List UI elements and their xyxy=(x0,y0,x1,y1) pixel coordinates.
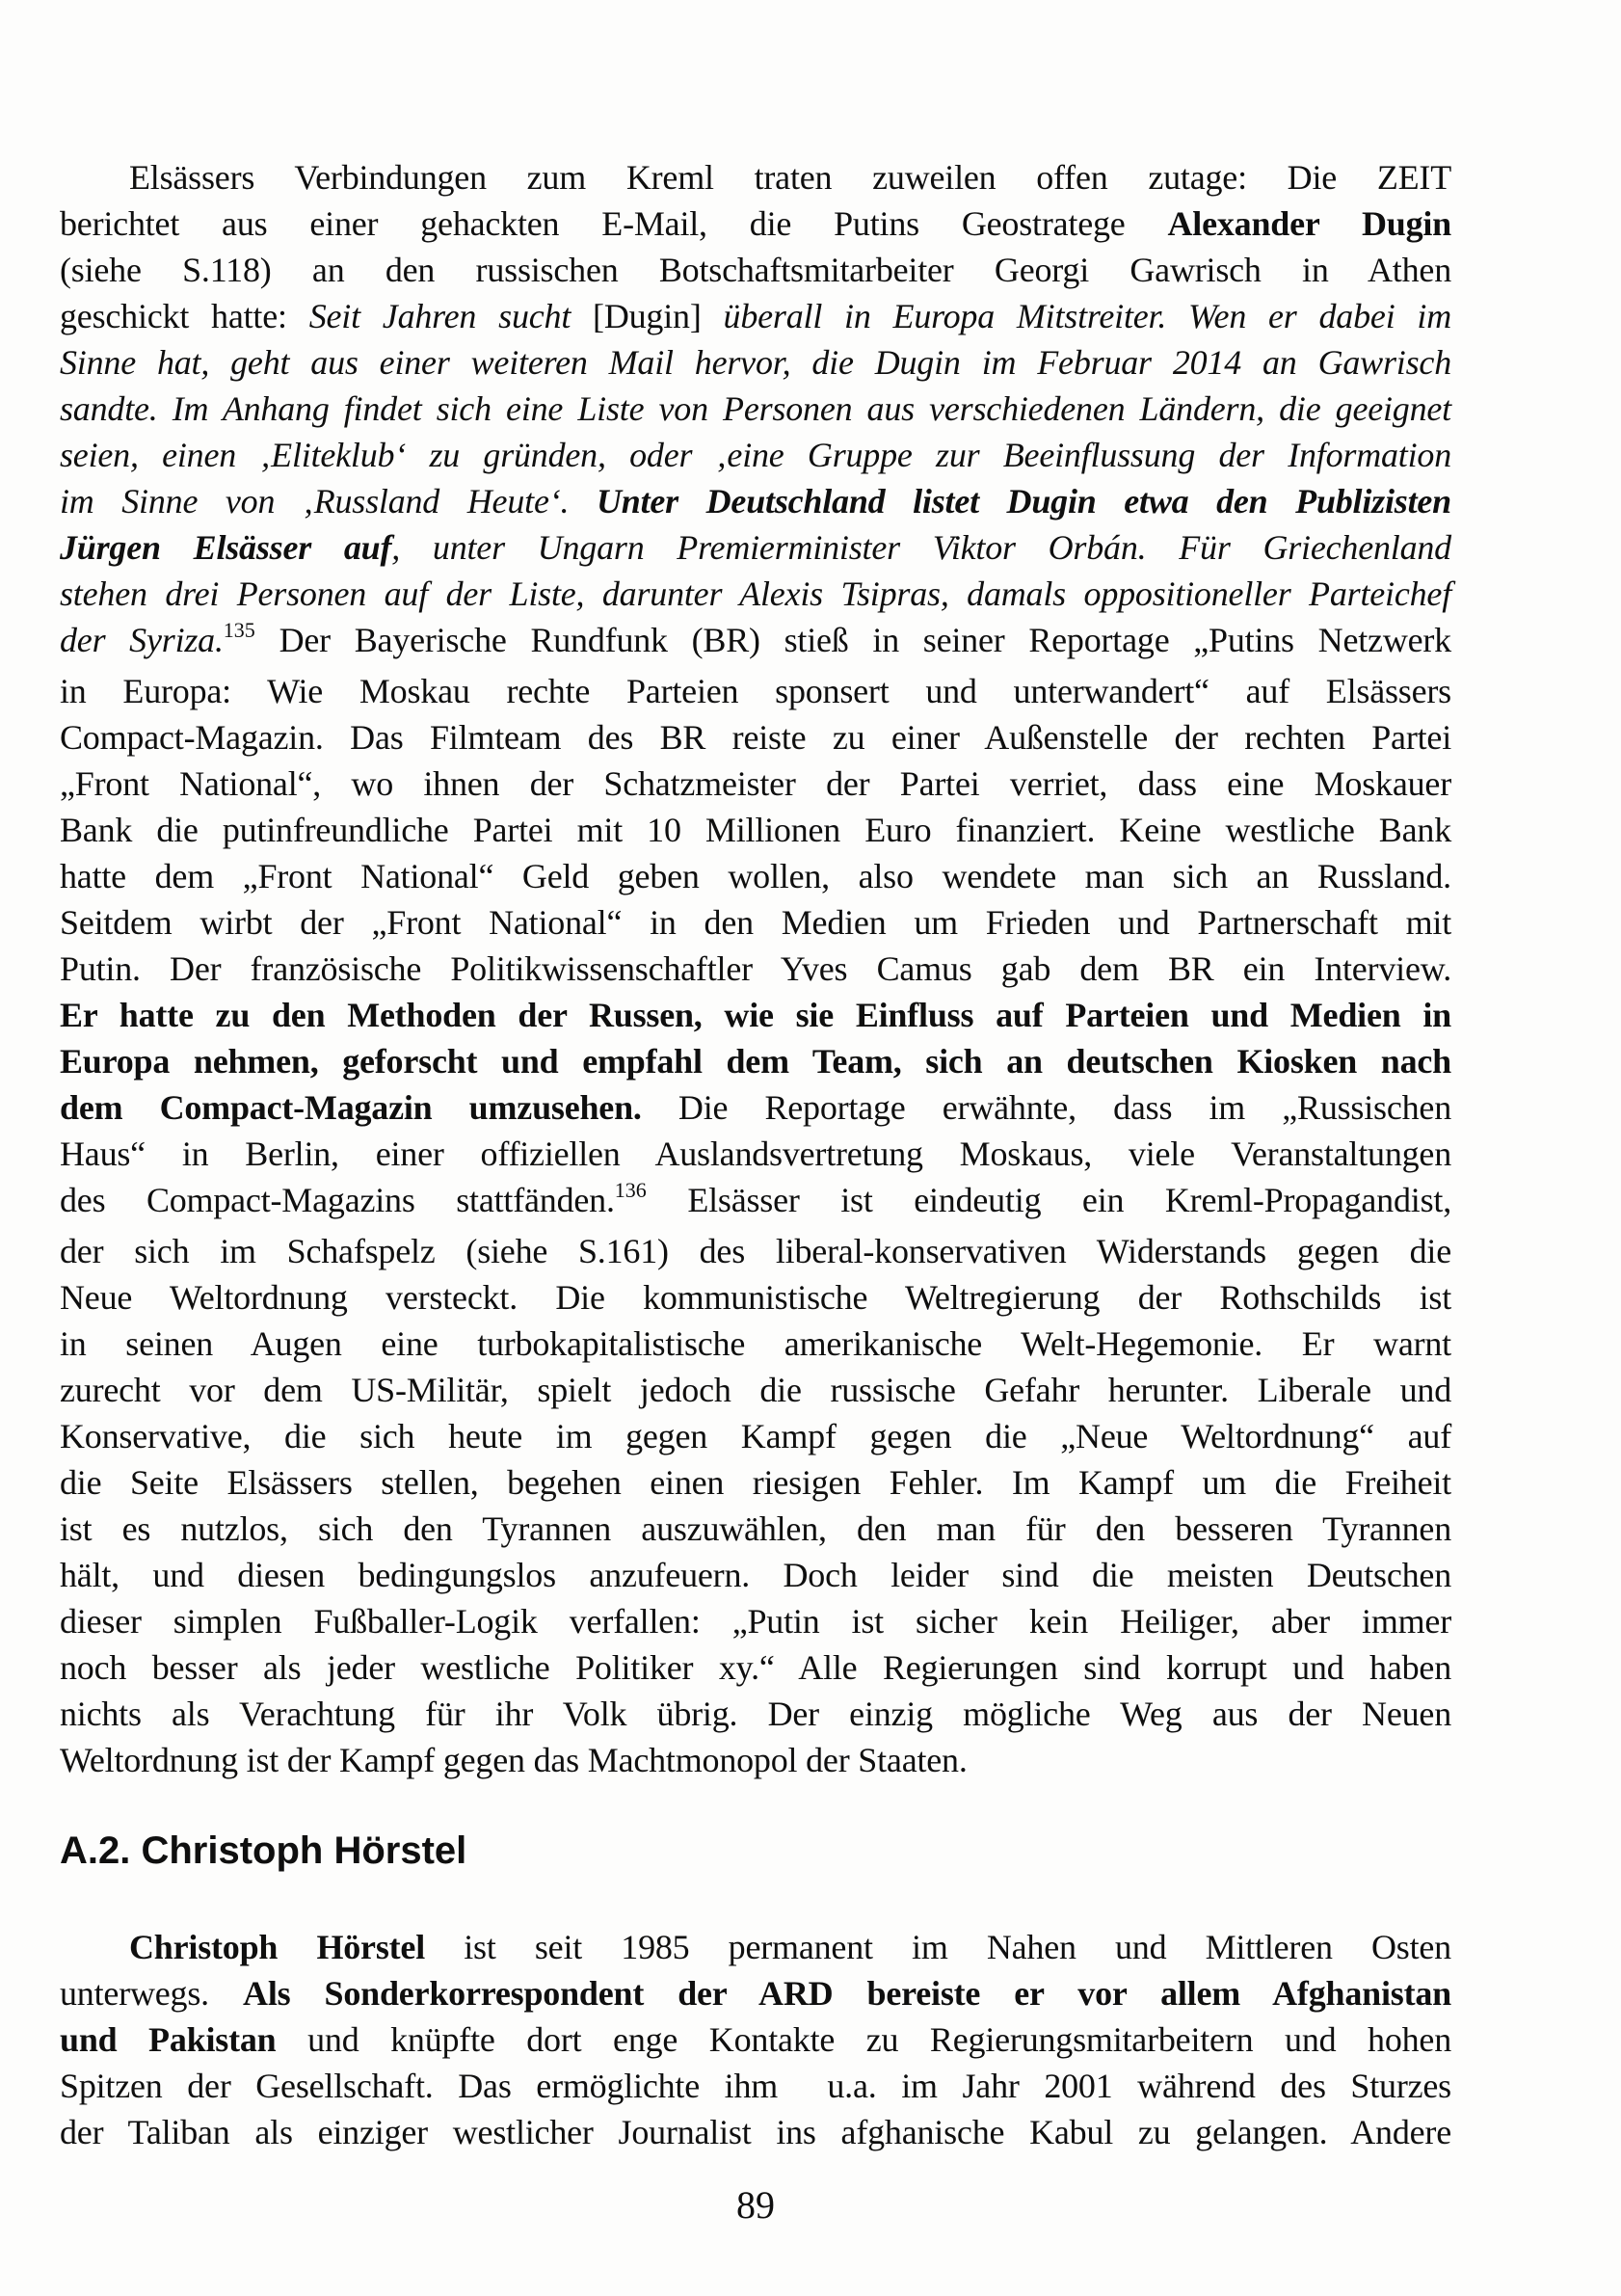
text-segment: ist seit 1985 permanent im Nahen und Mittleren Osten xyxy=(425,1928,1451,1966)
text-segment: überall in Europa Mitstreiter. Wen er dabei im xyxy=(723,297,1451,335)
text-line xyxy=(60,1228,1451,1274)
text-line xyxy=(60,2016,1451,2063)
text-segment: Konservative, die sich heute im gegen Kampf gegen die „Neue Weltordnung“ auf xyxy=(60,1417,1451,1455)
section-heading: A.2. Christoph Hörstel xyxy=(60,1829,467,1872)
text-segment: und Pakistan xyxy=(60,2020,277,2059)
text-line xyxy=(60,1691,1451,1737)
paragraph-1 xyxy=(60,154,1451,1783)
text-segment: Putin. Der französische Politikwissenschaftler Yves Camus gab dem BR ein Interview. xyxy=(60,949,1451,988)
text-segment: sandte. Im Anhang findet sich eine Liste von Personen aus verschiedenen Ländern, die geeignet xyxy=(60,389,1451,428)
text-line xyxy=(60,1084,1451,1131)
text-line xyxy=(60,1367,1451,1413)
text-segment: Seitdem wirbt der „Front National“ in den Medien um Frieden und Partnerschaft mit xyxy=(60,903,1451,942)
text-line xyxy=(60,1038,1451,1084)
text-line xyxy=(60,1598,1451,1644)
text-segment: der Taliban als einziger westlicher Journalist ins afghanische Kabul zu gelangen. Andere xyxy=(60,2113,1451,2151)
text-line xyxy=(60,154,1451,200)
text-segment: Der Bayerische Rundfunk (BR) stieß in seiner Reportage „Putins Netzwerk xyxy=(254,621,1451,659)
text-segment: berichtet aus einer gehackten E-Mail, die Putins Geostratege xyxy=(60,204,1168,243)
text-segment: und knüpfte dort enge Kontakte zu Regierungsmitarbeitern und hohen xyxy=(276,2020,1451,2059)
text-line xyxy=(60,432,1451,478)
text-segment: geschickt hatte: xyxy=(60,297,309,335)
text-line xyxy=(60,1737,1451,1783)
text-segment: Elsässer ist eindeutig ein Kreml-Propagandist, xyxy=(646,1181,1451,1219)
text-line xyxy=(60,1924,1451,1970)
text-segment: unter Ungarn Premierminister Viktor Orbán. Für Griechenland xyxy=(432,528,1451,567)
paragraph-2 xyxy=(60,1924,1451,2155)
text-line xyxy=(60,1506,1451,1552)
text-segment: hatte dem „Front National“ Geld geben wollen, also wendete man sich an Russland. xyxy=(60,857,1451,895)
text-segment: nichts als Verachtung für ihr Volk übrig. Der einzig mögliche Weg aus der Neuen xyxy=(60,1695,1451,1733)
text-line xyxy=(60,1274,1451,1321)
text-line xyxy=(60,1644,1451,1691)
text-segment: Compact-Magazin. Das Filmteam des BR reiste zu einer Außenstelle der rechten Partei xyxy=(60,718,1451,757)
text-segment: Als Sonderkorrespondent der ARD bereiste er vor allem Afghanistan xyxy=(243,1974,1451,2013)
text-segment: Christoph Hörstel xyxy=(129,1928,426,1966)
text-line xyxy=(60,1177,1451,1228)
text-segment: Sinne hat, geht aus einer weiteren Mail hervor, die Dugin im Februar 2014 an Gawrisch xyxy=(60,343,1451,382)
text-segment: Unter Deutschland listet Dugin etwa den Publizisten xyxy=(596,482,1451,521)
text-segment: der Syriza. xyxy=(60,621,224,659)
text-line xyxy=(60,2063,1451,2109)
text-segment: dem Compact-Magazin umzusehen. xyxy=(60,1088,642,1127)
text-segment: unterwegs. xyxy=(60,1974,244,2013)
text-segment: Bank die putinfreundliche Partei mit 10 Millionen Euro finanziert. Keine westliche Bank xyxy=(60,811,1451,849)
text-line xyxy=(60,617,1451,668)
text-line xyxy=(60,899,1451,946)
text-line xyxy=(60,1131,1451,1177)
text-line xyxy=(60,853,1451,899)
text-segment: dieser simplen Fußballer-Logik verfallen: „Putin ist sicher kein Heiliger, aber immer xyxy=(60,1602,1451,1641)
text-segment: der sich im Schafspelz (siehe S.161) des liberal-konservativen Widerstands gegen die xyxy=(60,1232,1451,1270)
text-segment: Die Reportage erwähnte, dass im „Russischen xyxy=(641,1088,1452,1127)
text-segment: in seinen Augen eine turbokapitalistische amerikanische Welt-Hegemonie. Er warnt xyxy=(60,1324,1451,1363)
text-segment: stehen drei Personen auf der Liste, darunter Alexis Tsipras, damals oppositioneller Parteichef xyxy=(60,574,1451,613)
text-segment: in Europa: Wie Moskau rechte Parteien sponsert und unterwandert“ auf Elsässers xyxy=(60,672,1451,710)
text-segment: Elsässers Verbindungen zum Kreml traten zuweilen offen zutage: Die ZEIT xyxy=(129,158,1451,197)
text-line xyxy=(60,807,1451,853)
text-line xyxy=(60,1321,1451,1367)
text-segment: im Sinne von ‚Russland Heute‘. xyxy=(60,482,597,521)
text-segment: , xyxy=(391,528,433,567)
text-line xyxy=(60,247,1451,293)
text-segment: [Dugin] xyxy=(571,297,724,335)
text-segment: noch besser als jeder westliche Politiker xy.“ Alle Regierungen sind korrupt und haben xyxy=(60,1648,1451,1687)
text-line xyxy=(60,524,1451,571)
text-segment: „Front National“, wo ihnen der Schatzmeister der Partei verriet, dass eine Moskauer xyxy=(60,764,1451,803)
text-line xyxy=(60,571,1451,617)
text-segment: Er hatte zu den Methoden der Russen, wie sie Einfluss auf Parteien und Medien in xyxy=(60,996,1451,1034)
text-column xyxy=(60,154,1451,2229)
text-segment: (siehe S.118) an den russischen Botschaftsmitarbeiter Georgi Gawrisch in Athen xyxy=(60,251,1451,289)
text-line xyxy=(60,668,1451,714)
footnote-ref: 136 xyxy=(614,1178,647,1202)
text-line xyxy=(60,992,1451,1038)
text-segment: des Compact-Magazins stattfänden. xyxy=(60,1181,615,1219)
page-number: 89 xyxy=(736,2183,775,2227)
text-segment: zurecht vor dem US-Militär, spielt jedoch die russische Gefahr herunter. Liberale und xyxy=(60,1371,1451,1409)
footnote-ref: 135 xyxy=(223,618,255,642)
text-segment: Seit Jahren sucht xyxy=(308,297,571,335)
text-line xyxy=(60,1552,1451,1598)
text-segment: Neue Weltordnung versteckt. Die kommunistische Weltregierung der Rothschilds ist xyxy=(60,1278,1451,1317)
text-segment: die Seite Elsässers stellen, begehen einen riesigen Fehler. Im Kampf um die Freiheit xyxy=(60,1463,1451,1502)
text-line xyxy=(60,1459,1451,1506)
text-line xyxy=(60,761,1451,807)
text-line xyxy=(60,1413,1451,1459)
text-segment: Jürgen Elsässer auf xyxy=(60,528,392,567)
text-segment: Alexander Dugin xyxy=(1167,204,1451,243)
text-segment: Europa nehmen, geforscht und empfahl dem Team, sich an deutschen Kiosken nach xyxy=(60,1042,1451,1081)
text-line xyxy=(60,200,1451,247)
text-segment: ist es nutzlos, sich den Tyrannen auszuwählen, den man für den besseren Tyrannen xyxy=(60,1509,1451,1548)
text-segment: Spitzen der Gesellschaft. Das ermöglichte ihm u.a. im Jahr 2001 während des Sturzes xyxy=(60,2067,1451,2105)
text-line xyxy=(60,2109,1451,2155)
text-line xyxy=(60,1970,1451,2016)
text-segment: Haus“ in Berlin, einer offiziellen Auslandsvertretung Moskaus, viele Veranstaltungen xyxy=(60,1135,1451,1173)
text-segment: seien, einen ‚Eliteklub‘ zu gründen, oder ‚eine Gruppe zur Beeinflussung der Information xyxy=(60,436,1451,474)
text-line xyxy=(60,339,1451,386)
text-line xyxy=(60,386,1451,432)
text-segment: Weltordnung ist der Kampf gegen das Machtmonopol der Staaten. xyxy=(60,1741,968,1779)
text-line xyxy=(60,293,1451,339)
text-segment: hält, und diesen bedingungslos anzufeuern. Doch leider sind die meisten Deutschen xyxy=(60,1556,1451,1594)
text-line xyxy=(60,946,1451,992)
text-line xyxy=(60,478,1451,524)
text-line xyxy=(60,714,1451,761)
